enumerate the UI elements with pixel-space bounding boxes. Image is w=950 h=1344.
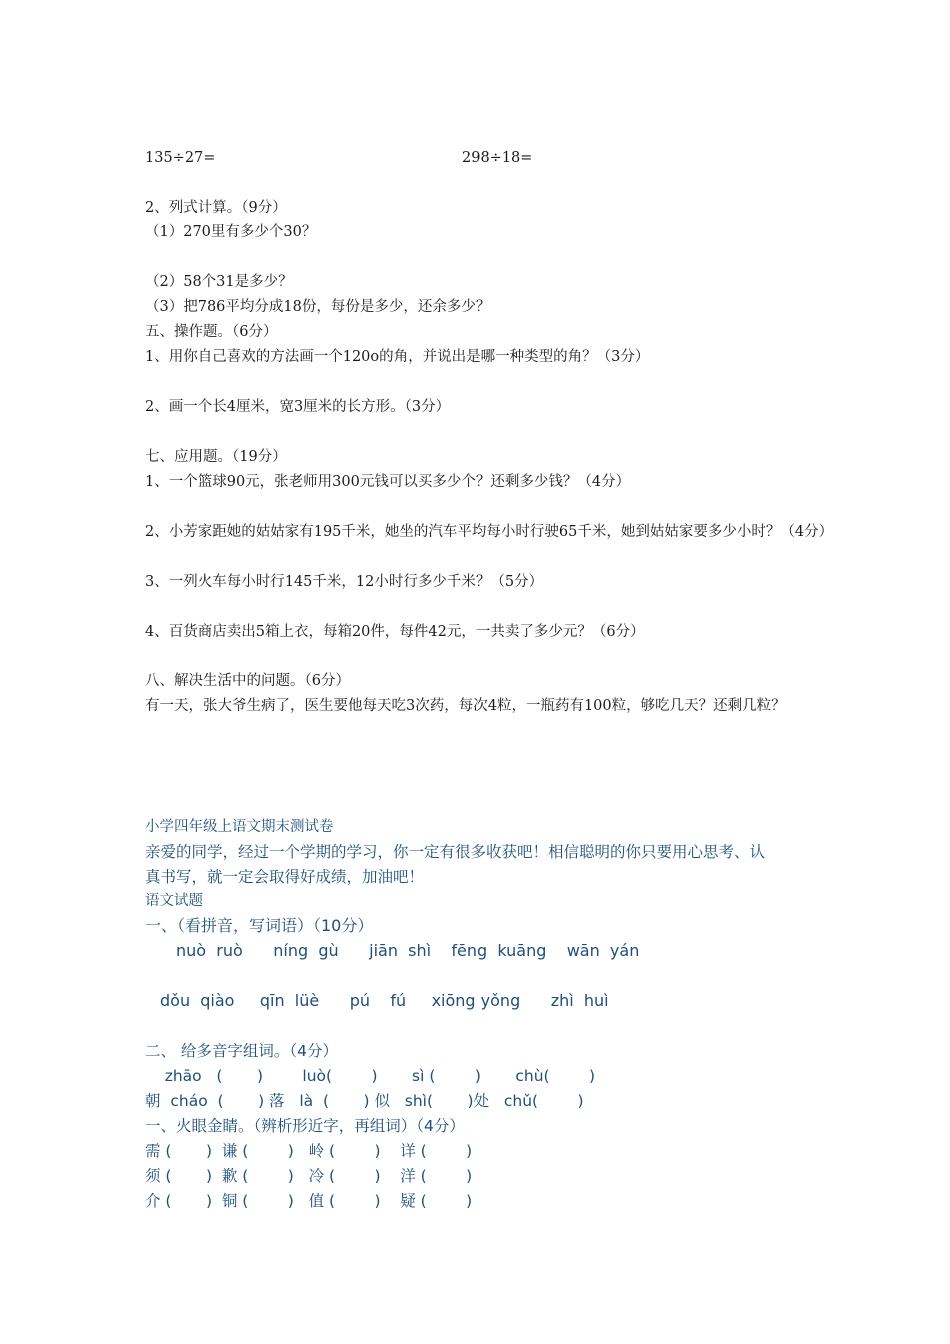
intro-line-1: 亲爱的同学，经过一个学期的学习，你一定有很多收获吧！相信聪明的你只要用心思考、认 [145,843,766,861]
chinese-section-1-title: 一、（看拼音，写词语）（10分） [145,916,374,935]
chinese-section-2-title: 二、 给多音字组词。（4分） [145,1042,339,1060]
section-8-title: 八、解决生活中的问题。（6分） [145,673,350,689]
application-4: 4、百货商店卖出5箱上衣，每箱20件，每件42元，一共卖了多少元？（6分） [145,624,645,640]
exam-title: 小学四年级上语文期末测试卷 [145,819,334,835]
char-row-3: 介 ( ) 铜 ( ) 值 ( ) 疑 ( ) [145,1192,473,1210]
question-3: （3）把786平均分成18份，每份是多少，还余多少？ [145,299,491,315]
application-1: 1、一个篮球90元，张老师用300元钱可以买多少个？还剩多少钱？（4分） [145,474,631,490]
calc-right: 298÷18= [462,150,533,166]
section-5-title: 五、操作题。（6分） [145,324,278,340]
polyphone-row-1: zhāo ( ) luò( ) sì ( ) chù( ) [145,1067,596,1085]
question-1: （1）270里有多少个30？ [145,224,317,240]
pinyin-row-2: dǒu qiào qīn lüè pú fú xiōng yǒng zhì huì [160,991,609,1010]
life-problem-1: 有一天，张大爷生病了，医生要他每天吃3次药，每次4粒，一瓶药有100粒，够吃几天？还剩几粒？ [145,698,786,714]
polyphone-row-2: 朝 cháo ( ) 落 là ( ) 似 shì( )处 chǔ( ) [145,1092,584,1110]
subject-label: 语文试题 [145,893,203,909]
question-2: （2）58个31是多少？ [145,274,293,290]
calc-left: 135÷27= [145,150,216,166]
application-2: 2、小芳家距她的姑姑家有195千米，她坐的汽车平均每小时行驶65千米，她到姑姑家要多少小时？（4分） [145,524,834,540]
section-7-title: 七、应用题。（19分） [145,449,287,465]
operation-2: 2、画一个长4厘米，宽3厘米的长方形。（3分） [145,399,451,415]
chinese-section-3-title: 一、火眼金睛。（辨析形近字，再组词）（4分） [145,1117,465,1135]
operation-1: 1、用你自己喜欢的方法画一个120o的角，并说出是哪一种类型的角？（3分） [145,349,650,365]
intro-line-2: 真书写，就一定会取得好成绩，加油吧！ [145,868,425,886]
char-row-1: 需 ( ) 谦 ( ) 岭 ( ) 详 ( ) [145,1142,473,1160]
pinyin-row-1: nuò ruò níng gù jiān shì fēng kuāng wān yán [176,941,640,960]
application-3: 3、一列火车每小时行145千米，12小时行多少千米？（5分） [145,574,544,590]
char-row-2: 须 ( ) 歉 ( ) 冷 ( ) 洋 ( ) [145,1167,473,1185]
section-2-title: 2、列式计算。（9分） [145,200,287,216]
